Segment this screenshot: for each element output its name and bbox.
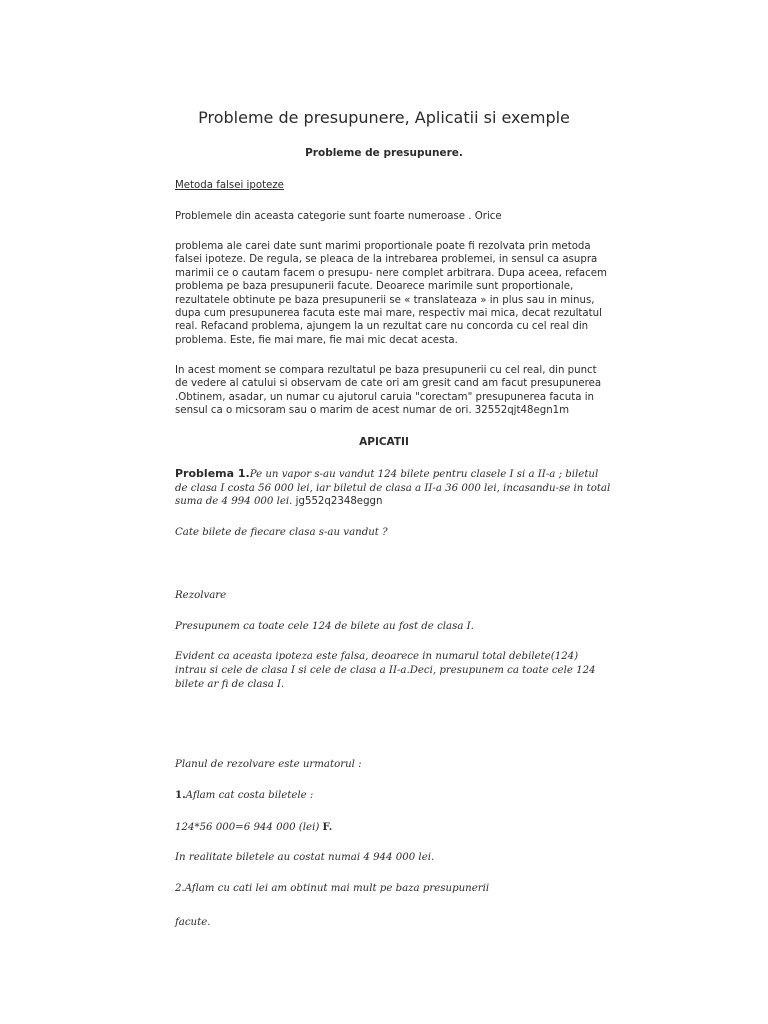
page-title: Probleme de presupunere, Aplicatii si exemple xyxy=(198,108,570,127)
apps-heading: APICATII xyxy=(359,436,409,448)
step-2-continuation: facute. xyxy=(175,917,211,928)
reality-line: In realitate biletele au costat numai 4 944 000 lei. xyxy=(175,852,435,863)
step-1-number: 1. xyxy=(175,789,186,801)
solution-line-2: Evident ca aceasta ipoteza este falsa, deoarece in numarul total debilete(124) intrau si cele de clasa I si cele de clasa a II-a.Deci, presupunem ca toate cele 124 bilete ar fi de clasa I. xyxy=(175,651,596,690)
section-subtitle: Probleme de presupunere. xyxy=(305,147,463,159)
problem-code: jg552q2348eggn xyxy=(292,496,383,508)
solution-line-1: Presupunem ca toate cele 124 de bilete au fost de clasa I. xyxy=(175,621,474,632)
problem-1 xyxy=(175,467,611,509)
problem-label: Problema 1. xyxy=(175,467,250,480)
paragraph-1: problema ale carei date sunt marimi proportionale poate fi rezolvata prin metoda falsei ipoteze. De regula, se pleaca de la intrebarea problemei, in sensul ca asupra marimii ce o cautam facem o presupu- nere complet arbitrara. Dupa aceea, refacem problema pe baza presupunerii facute. Deoarece marimile sunt proportionale, rezultatele obtinute pe baza presupunerii se « translateaza » in plus sau in minus, dupa cum presupunerea facuta este mai mare, respectiv mai mica, decat rezultatul real. Refacand problema, ajungem la un rezultat care nu concorda cu cel real din problema. Este, fie mai mare, fie mai mic decat acesta. xyxy=(175,241,607,346)
calculation-1 xyxy=(175,821,611,834)
step-1-text: Aflam cat costa biletele : xyxy=(185,790,314,801)
plan-line: Planul de rezolvare este urmatorul : xyxy=(175,759,362,770)
intro-line: Problemele din aceasta categorie sunt foarte numeroase . Orice xyxy=(175,211,502,222)
solution-heading: Rezolvare xyxy=(175,590,227,601)
method-heading: Metoda falsei ipoteze xyxy=(175,180,284,191)
step-2: 2.Aflam cu cati lei am obtinut mai mult pe baza presupunerii xyxy=(175,883,490,894)
question: Cate bilete de fiecare clasa s-au vandut ? xyxy=(175,527,388,538)
problem-text: Pe un vapor s-au vandut 124 bilete pentru clasele I si a II-a ; biletul de clasa I costa 56 000 lei, iar biletul de clasa a II-a 36 000 lei, incasandu-se in total suma de 4 994 000 lei. xyxy=(175,469,611,508)
calculation-1-mark: F. xyxy=(322,821,333,833)
step-1 xyxy=(175,789,611,802)
paragraph-2: In acest moment se compara rezultatul pe baza presupunerii cu cel real, din punct de vedere al catului si observam de cate ori am gresit cand am facut presupunerea .Obtinem, asadar, un numar cu ajutorul caruia "corectam" presupunerea facuta in sensul ca o micsoram sau o marim de acest numar de ori. 32552qjt48egn1m xyxy=(175,365,602,417)
calculation-1-text: 124*56 000=6 944 000 (lei) xyxy=(175,822,323,833)
